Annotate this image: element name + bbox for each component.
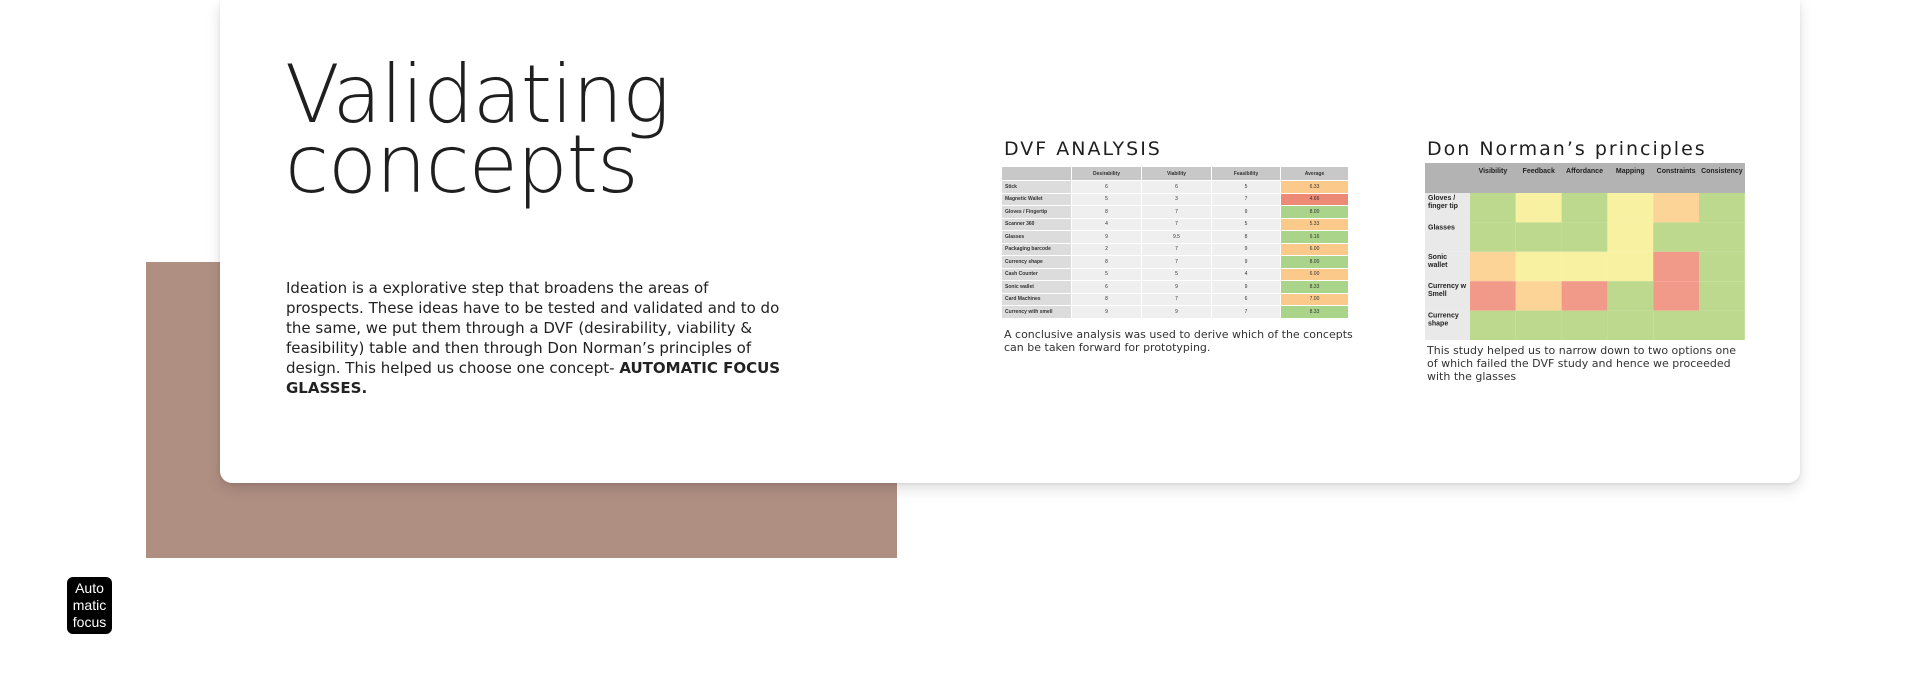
dvf-score-cell: 7 <box>1142 256 1212 269</box>
dvf-average-cell: 6.33 <box>1281 181 1349 194</box>
norman-column-label: Consistency <box>1701 168 1743 175</box>
dvf-column-header: Average <box>1281 167 1349 181</box>
norman-row-label: Sonic <box>1428 253 1448 261</box>
dvf-row <box>1002 243 1349 256</box>
norman-grid <box>1425 163 1745 340</box>
norman-row-label: Smell <box>1428 291 1447 299</box>
dvf-score-cell: 7 <box>1212 306 1281 319</box>
norman-title: Don Norman’s principles <box>1427 138 1707 160</box>
dvf-score-cell: 8 <box>1072 293 1142 306</box>
dvf-score-cell: 9 <box>1212 256 1281 269</box>
dvf-score-cell: 5 <box>1212 181 1281 194</box>
norman-cell <box>1562 311 1608 340</box>
dvf-title: DVF ANALYSIS <box>1004 138 1162 160</box>
dvf-score-cell: 9 <box>1142 306 1212 319</box>
norman-row-label: shape <box>1428 320 1449 328</box>
norman-row-label: Gloves / <box>1428 195 1456 202</box>
norman-row-label: Currency w <box>1428 283 1467 291</box>
dvf-row <box>1002 281 1349 294</box>
norman-cell <box>1516 193 1562 222</box>
dvf-row-name: Card Machines <box>1002 293 1072 306</box>
norman-column-label: Mapping <box>1615 168 1645 175</box>
page-title-line-2: concepts <box>285 118 638 211</box>
dvf-score-cell: 7 <box>1142 243 1212 256</box>
dvf-row <box>1002 256 1349 269</box>
norman-cell <box>1470 252 1516 281</box>
dvf-average-cell: 6.00 <box>1281 243 1349 256</box>
logo-line-2: matic <box>72 597 107 613</box>
dvf-row <box>1002 293 1349 306</box>
dvf-average-cell: 8.00 <box>1281 206 1349 219</box>
dvf-row-name: Magnetic Wallet <box>1002 193 1072 206</box>
norman-row-label: Glasses <box>1428 224 1455 232</box>
norman-cell <box>1699 252 1745 281</box>
dvf-average-cell: 5.33 <box>1281 218 1349 231</box>
norman-cell <box>1653 193 1699 222</box>
dvf-score-cell: 8 <box>1072 256 1142 269</box>
dvf-average-cell: 9.16 <box>1281 231 1349 244</box>
logo-line-3: focus <box>72 614 107 630</box>
dvf-score-cell: 7 <box>1142 218 1212 231</box>
norman-cell <box>1699 311 1745 340</box>
norman-cell <box>1607 252 1653 281</box>
dvf-row-name: Stick <box>1002 181 1072 194</box>
dvf-score-cell: 9.5 <box>1142 231 1212 244</box>
dvf-average-cell: 4.66 <box>1281 193 1349 206</box>
norman-cell <box>1699 222 1745 251</box>
norman-grid-svg <box>1425 163 1745 340</box>
dvf-score-cell: 6 <box>1072 181 1142 194</box>
dvf-score-cell: 9 <box>1212 243 1281 256</box>
norman-column-label: Feedback <box>1522 168 1555 175</box>
dvf-score-cell: 9 <box>1072 306 1142 319</box>
norman-cell <box>1470 311 1516 340</box>
dvf-score-cell: 5 <box>1072 268 1142 281</box>
dvf-row-name: Gloves / Fingertip <box>1002 206 1072 219</box>
dvf-score-cell: 5 <box>1212 218 1281 231</box>
dvf-table <box>1001 166 1349 319</box>
dvf-header-row <box>1002 167 1349 181</box>
norman-cell <box>1470 222 1516 251</box>
dvf-row-name: Packaging barcode <box>1002 243 1072 256</box>
norman-cell <box>1607 281 1653 310</box>
norman-cell <box>1653 281 1699 310</box>
dvf-row-name: Glasses <box>1002 231 1072 244</box>
dvf-average-cell: 8.33 <box>1281 281 1349 294</box>
norman-cell <box>1607 222 1653 251</box>
dvf-score-cell: 6 <box>1072 281 1142 294</box>
norman-cell <box>1562 222 1608 251</box>
norman-cell <box>1653 252 1699 281</box>
dvf-row <box>1002 206 1349 219</box>
norman-column-label: Constraints <box>1656 168 1696 175</box>
dvf-row-name: Currency with smell <box>1002 306 1072 319</box>
dvf-row <box>1002 218 1349 231</box>
page-title-line-1: Validating <box>285 48 670 141</box>
dvf-row-name: Sonic wallet <box>1002 281 1072 294</box>
dvf-score-cell: 3 <box>1142 193 1212 206</box>
dvf-score-cell: 8 <box>1212 231 1281 244</box>
dvf-row <box>1002 181 1349 194</box>
dvf-column-header: Viability <box>1142 167 1212 181</box>
page-title <box>285 48 670 211</box>
norman-row-label: wallet <box>1428 261 1448 269</box>
norman-cell <box>1516 222 1562 251</box>
dvf-score-cell: 6 <box>1142 181 1212 194</box>
norman-cell <box>1562 281 1608 310</box>
norman-row-label: Currency <box>1428 312 1459 320</box>
dvf-average-cell: 7.00 <box>1281 293 1349 306</box>
dvf-caption: A conclusive analysis was used to derive which of the concepts can be taken forward for prototyping. <box>1004 328 1353 354</box>
norman-cell <box>1516 252 1562 281</box>
dvf-score-cell: 4 <box>1212 268 1281 281</box>
dvf-score-cell: 5 <box>1142 268 1212 281</box>
norman-column-label: Affordance <box>1566 168 1603 175</box>
dvf-average-cell: 6.00 <box>1281 268 1349 281</box>
dvf-table-body <box>1002 181 1349 319</box>
dvf-average-cell: 8.00 <box>1281 256 1349 269</box>
norman-cell <box>1470 281 1516 310</box>
norman-cell <box>1562 252 1608 281</box>
description-emphasis: AUTOMATIC FOCUS GLASSES. <box>286 359 781 397</box>
dvf-row <box>1002 306 1349 319</box>
norman-caption: This study helped us to narrow down to two options one of which failed the DVF study and hence we proceeded with the glasses <box>1427 344 1737 383</box>
norman-column-label: Visibility <box>1478 168 1508 175</box>
norman-cell <box>1470 193 1516 222</box>
dvf-row <box>1002 268 1349 281</box>
norman-cell <box>1699 193 1745 222</box>
description-text: Ideation is a explorative step that broadens the areas of prospects. These ideas have to be tested and validated and to do the same, we put them through a DVF (desirability, viability & feasibility) table and then through Don Norman’s principles of design. This helped us choose one concept- <box>286 279 780 377</box>
dvf-score-cell: 7 <box>1142 293 1212 306</box>
dvf-score-cell: 4 <box>1072 218 1142 231</box>
dvf-row-name: Cash Counter <box>1002 268 1072 281</box>
dvf-row <box>1002 193 1349 206</box>
dvf-score-cell: 8 <box>1072 206 1142 219</box>
dvf-row <box>1002 231 1349 244</box>
dvf-score-cell: 9 <box>1142 281 1212 294</box>
dvf-score-cell: 9 <box>1212 206 1281 219</box>
norman-cell <box>1653 311 1699 340</box>
norman-row-label: finger tip <box>1428 203 1458 210</box>
dvf-score-cell: 7 <box>1142 206 1212 219</box>
norman-cell <box>1653 222 1699 251</box>
dvf-row-name: Scanner 360 <box>1002 218 1072 231</box>
dvf-average-cell: 8.33 <box>1281 306 1349 319</box>
norman-cell <box>1699 281 1745 310</box>
norman-cell <box>1607 311 1653 340</box>
dvf-score-cell: 5 <box>1072 193 1142 206</box>
dvf-column-header <box>1002 167 1072 181</box>
dvf-column-header: Desirability <box>1072 167 1142 181</box>
norman-cell <box>1516 311 1562 340</box>
dvf-score-cell: 6 <box>1212 293 1281 306</box>
brand-logo[interactable] <box>67 577 112 634</box>
dvf-score-cell: 2 <box>1072 243 1142 256</box>
dvf-score-cell: 7 <box>1212 193 1281 206</box>
logo-line-1: Auto <box>75 580 104 596</box>
dvf-row-name: Currency shape <box>1002 256 1072 269</box>
dvf-column-header: Feasibility <box>1212 167 1281 181</box>
description-paragraph <box>286 278 786 398</box>
dvf-score-cell: 9 <box>1212 281 1281 294</box>
norman-cell <box>1607 193 1653 222</box>
norman-cell <box>1562 193 1608 222</box>
norman-cell <box>1516 281 1562 310</box>
dvf-score-cell: 9 <box>1072 231 1142 244</box>
